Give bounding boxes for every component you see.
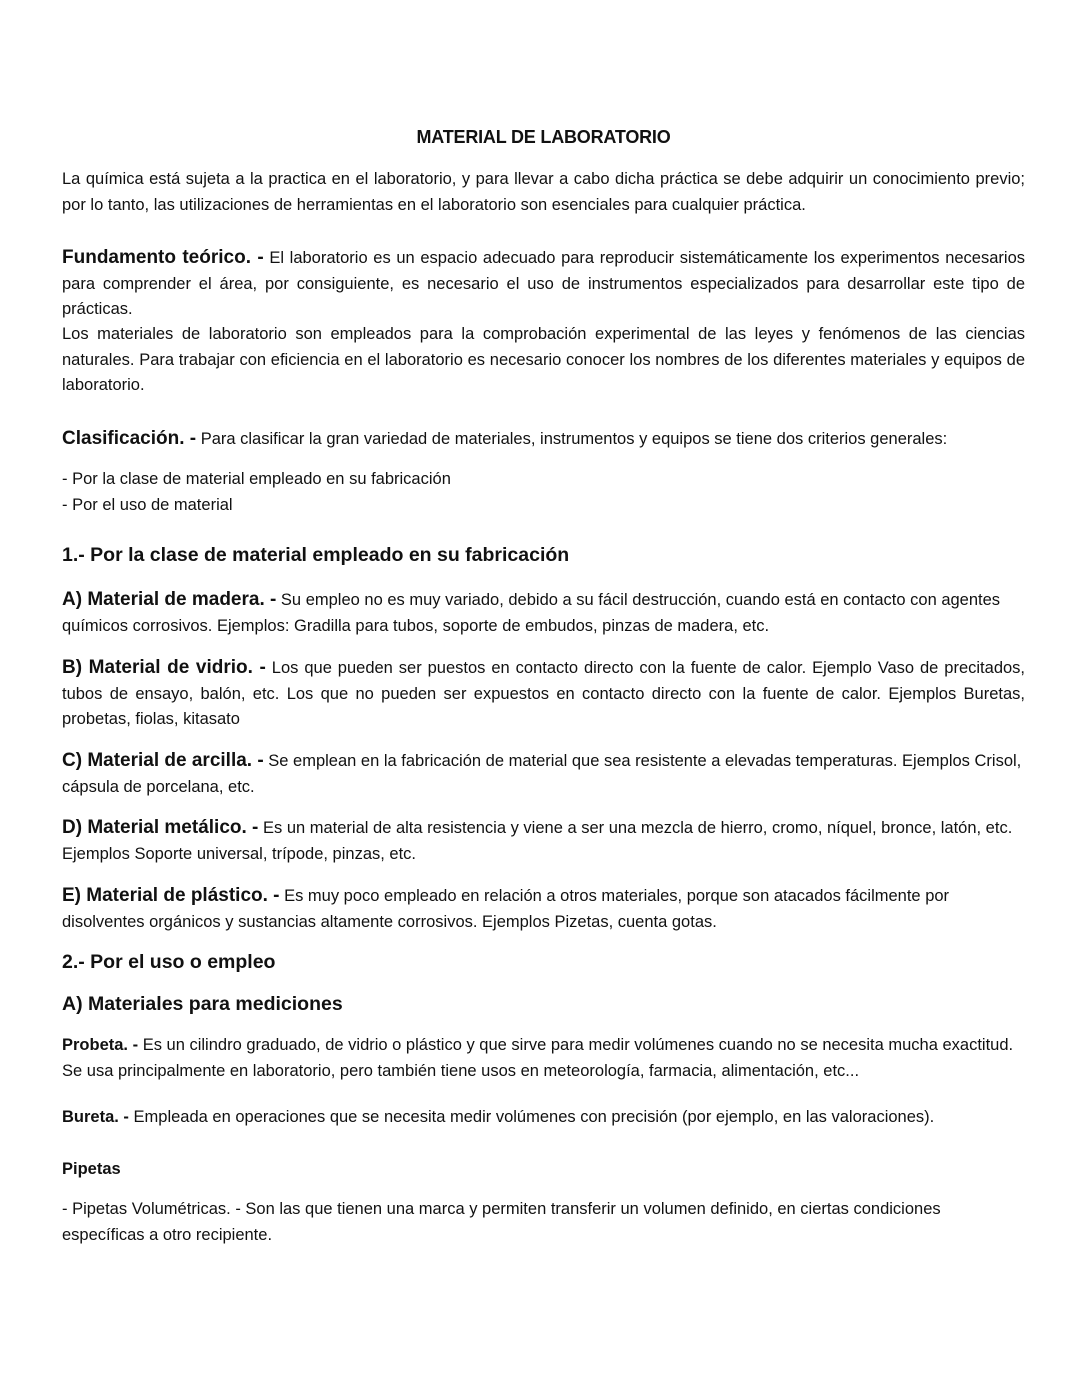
criteria-item: - Por la clase de material empleado en su fabricación: [62, 470, 451, 488]
material-text: Es muy poco empleado en relación a otros materiales, porque son atacados fácilmente por disolventes orgánicos y sustancias altamente corrosivos. Ejemplos Pizetas, cuenta gotas.: [62, 887, 950, 931]
clasificacion-text: Para clasificar la gran variedad de materiales, instrumentos y equipos se tiene dos criterios generales:: [196, 430, 948, 448]
material-label: A) Material de madera. -: [62, 589, 277, 610]
document-title: MATERIAL DE LABORATORIO: [416, 127, 671, 147]
probeta-label: Probeta. -: [62, 1036, 139, 1054]
material-item-madera: [62, 587, 1025, 639]
probeta-paragraph: [62, 1033, 1025, 1084]
fundamento-text: El laboratorio es un espacio adecuado para reproducir sistemáticamente los experimentos necesarios para comprender el área, por consiguiente, es necesario el uso de instrumentos especializados para desarrollar este tipo de prácticas.: [62, 249, 1025, 318]
material-item-plastico: [62, 883, 1025, 935]
section2-subheading: A) Materiales para mediciones: [62, 993, 343, 1015]
material-item-arcilla: [62, 748, 1025, 800]
pipetas-volumetricas-paragraph: - Pipetas Volumétricas. - Son las que tienen una marca y permiten transferir un volumen definido, en ciertas condiciones específicas a otro recipiente.: [62, 1200, 941, 1244]
material-label: C) Material de arcilla. -: [62, 750, 264, 771]
material-item-metalico: [62, 815, 1025, 867]
clasificacion-paragraph: [62, 426, 1025, 453]
intro-paragraph: La química está sujeta a la practica en el laboratorio, y para llevar a cabo dicha práctica se debe adquirir un conocimiento previo; por lo tanto, las utilizaciones de herramientas en el laboratorio son esenciales para cualquier práctica.: [62, 170, 1025, 214]
material-item-vidrio: [62, 655, 1025, 733]
section2-heading: 2.- Por el uso o empleo: [62, 951, 276, 973]
material-label: E) Material de plástico. -: [62, 885, 280, 906]
pipetas-heading: Pipetas: [62, 1160, 121, 1178]
fundamento-paragraph-2: Los materiales de laboratorio son empleados para la comprobación experimental de las leyes y fenómenos de las ciencias naturales. Para trabajar con eficiencia en el laboratorio es necesario conocer los nombres de los diferentes materiales y equipos de laboratorio.: [62, 325, 1025, 394]
material-text: Es un material de alta resistencia y viene a ser una mezcla de hierro, cromo, níquel, bronce, latón, etc. Ejemplos Soporte universal, trípode, pinzas, etc.: [62, 819, 1013, 863]
material-label: B) Material de vidrio. -: [62, 657, 266, 678]
bureta-paragraph: [62, 1105, 1025, 1131]
fundamento-label: Fundamento teórico. -: [62, 247, 264, 268]
probeta-text: Es un cilindro graduado, de vidrio o plástico y que sirve para medir volúmenes cuando no se necesita mucha exactitud. Se usa principalmente en laboratorio, pero también tiene usos en meteorología, farmacia, alimentación, etc...: [62, 1036, 1014, 1080]
bureta-text: Empleada en operaciones que se necesita medir volúmenes con precisión (por ejemplo, en las valoraciones).: [128, 1108, 935, 1126]
material-text: Su empleo no es muy variado, debido a su fácil destrucción, cuando está en contacto con agentes químicos corrosivos. Ejemplos: Gradilla para tubos, soporte de embudos, pinzas de madera, etc.: [62, 591, 1001, 635]
criteria-item: - Por el uso de material: [62, 495, 233, 514]
criteria-list: [62, 467, 1025, 518]
material-text: Los que pueden ser puestos en contacto directo con la fuente de calor. Ejemplo Vaso de precitados, tubos de ensayo, balón, etc. Los que no pueden ser expuestos en contacto directo con la fuente de calor. Ejemplos Buretas, probetas, fiolas, kitasato: [62, 659, 1026, 728]
fundamento-paragraph: [62, 245, 1025, 323]
material-label: D) Material metálico. -: [62, 817, 259, 838]
bureta-label: Bureta. -: [62, 1108, 129, 1126]
clasificacion-label: Clasificación. -: [62, 428, 197, 449]
material-text: Se emplean en la fabricación de material que sea resistente a elevadas temperaturas. Ejemplos Crisol, cápsula de porcelana, etc.: [62, 752, 1022, 796]
section1-heading: 1.- Por la clase de material empleado en su fabricación: [62, 544, 570, 566]
